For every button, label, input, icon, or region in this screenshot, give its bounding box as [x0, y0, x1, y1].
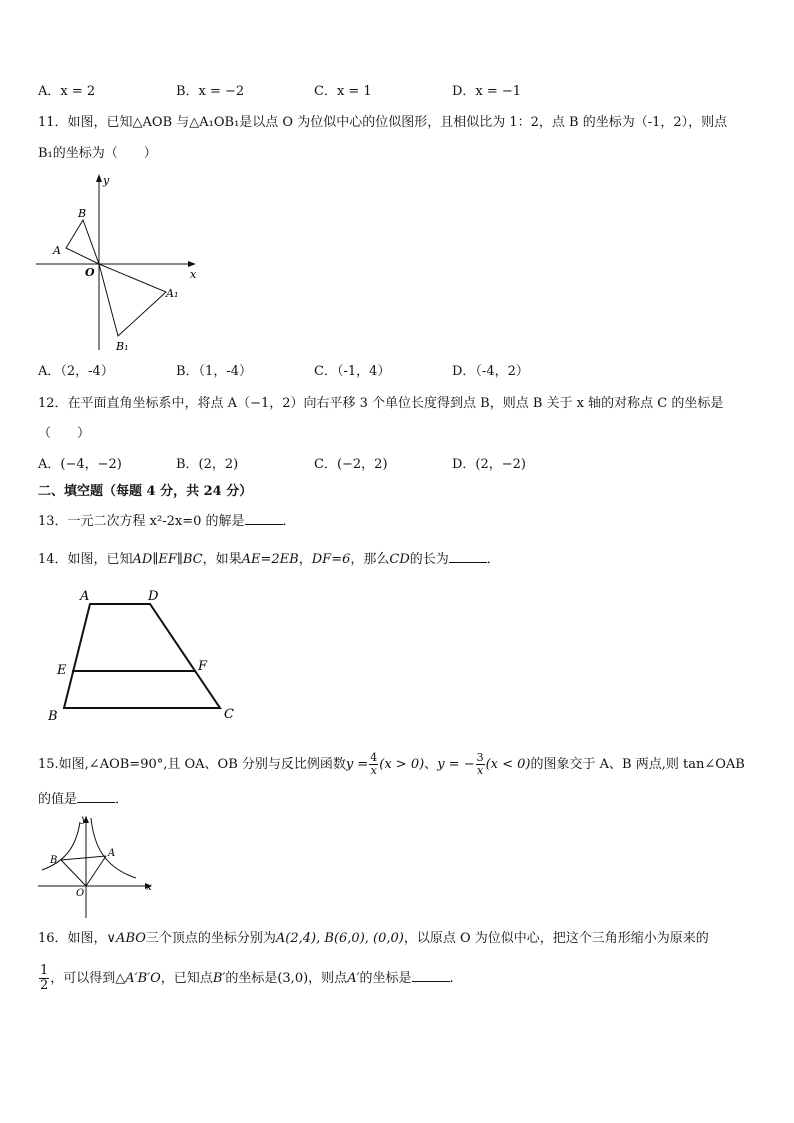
- q16-mid4: ，已知点: [160, 971, 213, 986]
- q13-text: 13．一元二次方程 x²-2x=0 的解是: [38, 514, 245, 529]
- q14-cond1: AE=2EB: [241, 552, 299, 567]
- q11-stem-line1: 11．如图，已知△AOB 与△A₁OB₁是以点 O 为位似中心的位似图形，且相似比为 1：2，点 B 的坐标为（-1，2），则点: [38, 115, 728, 130]
- q11-label-o: O: [85, 266, 95, 279]
- q11-label-x: x: [190, 268, 197, 281]
- q11-label-y: y: [103, 174, 110, 187]
- q10-option-a[interactable]: A．x = 2: [38, 84, 96, 99]
- q16-mid5: 的坐标是: [225, 971, 278, 986]
- q14-mid1: ，如果: [202, 552, 242, 567]
- q11-option-b[interactable]: B．（1，-4）: [176, 364, 252, 379]
- q15-segment-ob: [61, 860, 86, 886]
- q14-label-a: A: [80, 589, 90, 604]
- q15-segment-ab: [61, 856, 106, 860]
- q16-end: .: [449, 971, 454, 986]
- q14-trapezoid: [64, 604, 220, 708]
- q16-mid6: ，则点: [308, 971, 348, 986]
- q14-relation: AD∥EF∥BC: [132, 552, 203, 567]
- q14-label-f: F: [198, 659, 208, 674]
- q15-f2-num: 3: [476, 751, 484, 764]
- q15-label-x: x: [146, 882, 152, 893]
- q16-triangle2: △A′B′O: [115, 971, 161, 986]
- q13-stem: [38, 512, 296, 532]
- q13-answer-blank[interactable]: [245, 512, 283, 525]
- q15-sep: 、: [424, 757, 438, 772]
- q15-label-a: A: [108, 848, 116, 859]
- q15-f1-den: x: [370, 764, 377, 777]
- q11-y-arrow: [96, 174, 102, 182]
- q15-post: 的图象交于 A、B 两点,则 tan∠OAB: [530, 757, 745, 772]
- q12-option-b[interactable]: B．(2，2): [176, 457, 239, 472]
- q15-f2-fraction: [476, 752, 485, 777]
- q14-stem: [38, 550, 500, 570]
- q15-stem-line1: [38, 752, 745, 778]
- q16-point-a-prime: A′: [347, 971, 360, 986]
- q14-answer-blank[interactable]: [449, 550, 487, 563]
- q16-mid1: 三个顶点的坐标分别为: [145, 931, 276, 946]
- q11-triangle-a1ob1: [99, 264, 166, 336]
- q14-mid2: ，那么: [350, 552, 390, 567]
- q10-options: [38, 82, 758, 102]
- q10-option-d[interactable]: D．x = −1: [452, 84, 522, 99]
- q11-figure: [36, 170, 206, 356]
- q14-end: ．: [486, 552, 500, 567]
- q11-option-a[interactable]: A．（2，-4）: [38, 364, 114, 379]
- q15-label-y: y: [81, 814, 87, 825]
- q16-stem-line2: [38, 964, 454, 994]
- q14-label-c: C: [224, 707, 234, 722]
- q11-x-arrow: [188, 261, 196, 267]
- q15-label-o: O: [76, 888, 85, 899]
- section-title-fill-in: 二、填空题（每题 4 分，共 24 分）: [38, 484, 253, 499]
- q12-stem-line1: 12．在平面直角坐标系中，将点 A（−1，2）向右平移 3 个单位长度得到点 B，则点 B 关于 x 轴的对称点 C 的坐标是: [38, 396, 724, 411]
- q15-f1-fraction: [369, 752, 378, 777]
- q11-triangle-aob: [66, 220, 99, 264]
- q15-curve-negative: [42, 822, 80, 870]
- q14-target: CD: [389, 552, 410, 567]
- q14-sep: ，: [298, 552, 312, 567]
- q14-label-b: B: [48, 709, 58, 722]
- q16-fraction: [39, 964, 49, 993]
- q11-label-a1: A₁: [166, 287, 179, 300]
- q12-option-a[interactable]: A．(−4，−2): [38, 457, 122, 472]
- q16-answer-blank[interactable]: [412, 969, 450, 982]
- q16-triangle: ∨ABO: [106, 931, 146, 946]
- q16-frac-num: 1: [40, 963, 49, 978]
- q16-mid7: 的坐标是: [359, 971, 412, 986]
- q15-f1-lhs: y =: [345, 757, 369, 772]
- q16-mid2: ，以原点 O 为位似中心，把这个三角形缩小为原来的: [403, 931, 709, 946]
- q16-point-b-prime: B′: [212, 971, 226, 986]
- q16-coord2: (3,0): [277, 971, 309, 986]
- q10-option-b[interactable]: B．x = −2: [176, 84, 245, 99]
- q14-pre: 14．如图，已知: [38, 552, 133, 567]
- q16-stem-line1: [38, 929, 709, 949]
- q12-options: [38, 455, 758, 475]
- q15-answer-blank[interactable]: [77, 790, 115, 803]
- q15-pre: 15.如图,∠AOB=90°,且 OA、OB 分别与反比例函数: [38, 757, 346, 772]
- q15-f1-num: 4: [370, 751, 378, 764]
- q16-mid3: ，可以得到: [50, 971, 116, 986]
- q11-label-b: B: [78, 207, 87, 220]
- q11-options: [38, 362, 758, 382]
- q12-option-c[interactable]: C．(−2，2): [314, 457, 388, 472]
- q16-coords: A(2,4), B(6,0), (0,0): [275, 931, 404, 946]
- q14-label-d: D: [148, 589, 159, 604]
- q15-f1-domain: (x > 0): [379, 757, 425, 772]
- q15-line2: 的值是: [38, 792, 78, 807]
- q14-figure: [40, 582, 250, 722]
- q15-figure: [36, 812, 160, 920]
- q14-cond2: DF=6: [311, 552, 351, 567]
- q16-pre: 16．如图，: [38, 931, 107, 946]
- q11-option-c[interactable]: C．（-1，4）: [314, 364, 391, 379]
- q15-f2-den: x: [476, 764, 484, 777]
- q16-frac-den: 2: [40, 978, 49, 993]
- q15-segment-oa: [86, 856, 106, 886]
- q10-option-c[interactable]: C．x = 1: [314, 84, 372, 99]
- q12-option-d[interactable]: D．(2，−2): [452, 457, 527, 472]
- q11-option-d[interactable]: D．（-4，2）: [452, 364, 529, 379]
- q15-stem-line2: [38, 790, 128, 810]
- q15-label-b: B: [50, 855, 58, 866]
- q14-label-e: E: [57, 663, 67, 678]
- q15-f2-lhs: y = −: [437, 757, 475, 772]
- q12-stem-line2: （ ）: [38, 426, 91, 441]
- q15-f2-domain: (x < 0): [485, 757, 531, 772]
- q11-stem-line2: B₁的坐标为（ ）: [38, 146, 157, 161]
- q11-label-b1: B₁: [116, 340, 129, 353]
- q15-end: ．: [115, 792, 129, 807]
- q13-end: ．: [282, 514, 296, 529]
- q14-post: 的长为: [409, 552, 449, 567]
- q11-label-a: A: [53, 244, 61, 257]
